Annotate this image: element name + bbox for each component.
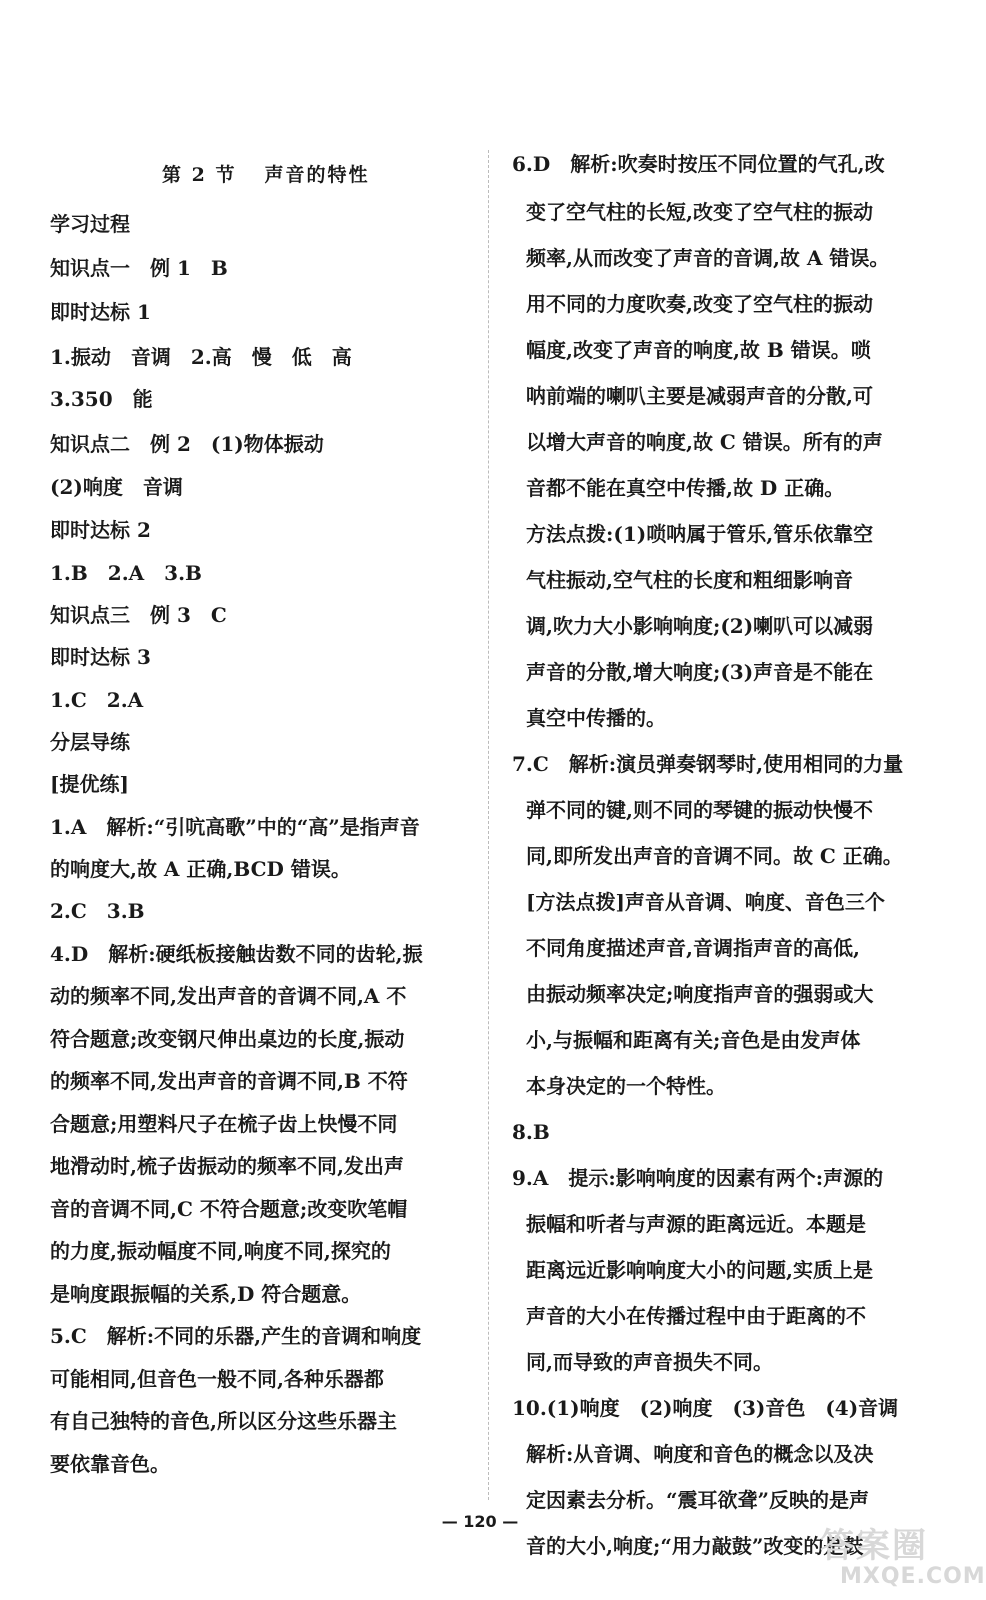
right-line: 8.B (512, 1120, 550, 1144)
left-line: (2)响度 音调 (50, 475, 183, 499)
right-line: 幅度,改变了声音的响度,故 B 错误。唢 (526, 338, 871, 362)
left-line: 要依靠音色。 (50, 1452, 170, 1476)
watermark-stamp: 答案圈 (820, 1526, 928, 1566)
right-line: 用不同的力度吹奏,改变了空气柱的振动 (526, 292, 873, 316)
right-line: 方法点拨:(1)唢呐属于管乐,管乐依靠空 (526, 522, 874, 546)
right-line: 振幅和听者与声源的距离远近。本题是 (526, 1212, 866, 1236)
left-line: 即时达标 2 (50, 518, 151, 542)
right-line: 以增大声音的响度,故 C 错误。所有的声 (526, 430, 883, 454)
left-line: 1.A 解析:“引吭高歌”中的“高”是指声音 (50, 815, 420, 839)
right-line: 声音的大小在传播过程中由于距离的不 (526, 1304, 866, 1328)
left-line: 1.B 2.A 3.B (50, 561, 202, 585)
left-line: 符合题意;改变钢尺伸出桌边的长度,振动 (50, 1027, 405, 1051)
left-line: 地滑动时,梳子齿振动的频率不同,发出声 (50, 1154, 404, 1178)
page-number: — 120 — (441, 1512, 519, 1531)
right-line: 6.D 解析:吹奏时按压不同位置的气孔,改 (512, 152, 885, 176)
right-line: 音都不能在真空中传播,故 D 正确。 (526, 476, 845, 500)
left-line: 合题意;用塑料尺子在梳子齿上快慢不同 (50, 1112, 398, 1136)
right-line: 由振动频率决定;响度指声音的强弱或大 (526, 982, 874, 1006)
left-line: 即时达标 1 (50, 300, 151, 324)
left-line: 音的音调不同,C 不符合题意;改变吹笔帽 (50, 1197, 408, 1221)
left-line: 5.C 解析:不同的乐器,产生的音调和响度 (50, 1324, 422, 1348)
left-line: 动的频率不同,发出声音的音调不同,A 不 (50, 984, 407, 1008)
right-line: 7.C 解析:演员弹奏钢琴时,使用相同的力量 (512, 752, 904, 776)
right-line: 调,吹力大小影响响度;(2)喇叭可以减弱 (526, 614, 874, 638)
left-line: 1.C 2.A (50, 688, 144, 712)
right-line: 不同角度描述声音,音调指声音的高低, (526, 936, 860, 960)
right-line: 10.(1)响度 (2)响度 (3)音色 (4)音调 (512, 1396, 899, 1420)
left-line: 知识点一 例 1 B (50, 256, 228, 280)
left-line: 可能相同,但音色一般不同,各种乐器都 (50, 1367, 384, 1391)
right-line: 定因素去分析。“震耳欲聋”反映的是声 (526, 1488, 870, 1512)
right-line: 小,与振幅和距离有关;音色是由发声体 (526, 1028, 861, 1052)
right-line: 9.A 提示:影响响度的因素有两个:声源的 (512, 1166, 884, 1190)
left-line: 的响度大,故 A 正确,BCD 错误。 (50, 857, 351, 881)
right-line: 声音的分散,增大响度;(3)声音是不能在 (526, 660, 874, 684)
column-divider (488, 150, 489, 1500)
right-line: 频率,从而改变了声音的音调,故 A 错误。 (526, 246, 890, 270)
right-line: 距离远近影响响度大小的问题,实质上是 (526, 1258, 873, 1282)
left-line: [提优练] (50, 772, 129, 796)
right-line: 呐前端的喇叭主要是减弱声音的分散,可 (526, 384, 873, 408)
right-line: [方法点拨]声音从音调、响度、音色三个 (526, 890, 885, 914)
watermark-url: MXQE.COM (840, 1564, 986, 1589)
left-line: 分层导练 (50, 730, 130, 754)
left-line: 学习过程 (50, 212, 130, 236)
left-line: 有自己独特的音色,所以区分这些乐器主 (50, 1409, 397, 1433)
left-line: 的频率不同,发出声音的音调不同,B 不符 (50, 1069, 408, 1093)
left-line: 2.C 3.B (50, 899, 145, 923)
left-line: 的力度,振动幅度不同,响度不同,探究的 (50, 1239, 391, 1263)
right-line: 真空中传播的。 (526, 706, 666, 730)
section-name: 声音的特性 (264, 164, 370, 186)
right-line: 解析:从音调、响度和音色的概念以及决 (526, 1442, 874, 1466)
left-line: 知识点二 例 2 (1)物体振动 (50, 432, 324, 456)
watermark (820, 1518, 986, 1598)
section-title (162, 160, 422, 187)
left-line: 4.D 解析:硬纸板接触齿数不同的齿轮,振 (50, 942, 423, 966)
right-line: 弹不同的键,则不同的琴键的振动快慢不 (526, 798, 873, 822)
right-line: 同,而导致的声音损失不同。 (526, 1350, 773, 1374)
section-number: 第 2 节 (162, 164, 237, 186)
right-line: 本身决定的一个特性。 (526, 1074, 726, 1098)
left-line: 1.振动 音调 2.高 慢 低 高 (50, 345, 352, 369)
right-line: 变了空气柱的长短,改变了空气柱的振动 (526, 200, 873, 224)
right-line: 同,即所发出声音的音调不同。故 C 正确。 (526, 844, 903, 868)
right-line: 音的大小,响度;“用力敲鼓”改变的是鼓 (526, 1534, 864, 1558)
left-line: 是响度跟振幅的关系,D 符合题意。 (50, 1282, 362, 1306)
left-line: 3.350 能 (50, 387, 153, 411)
right-line: 气柱振动,空气柱的长度和粗细影响音 (526, 568, 853, 592)
left-line: 即时达标 3 (50, 645, 151, 669)
left-line: 知识点三 例 3 C (50, 603, 227, 627)
